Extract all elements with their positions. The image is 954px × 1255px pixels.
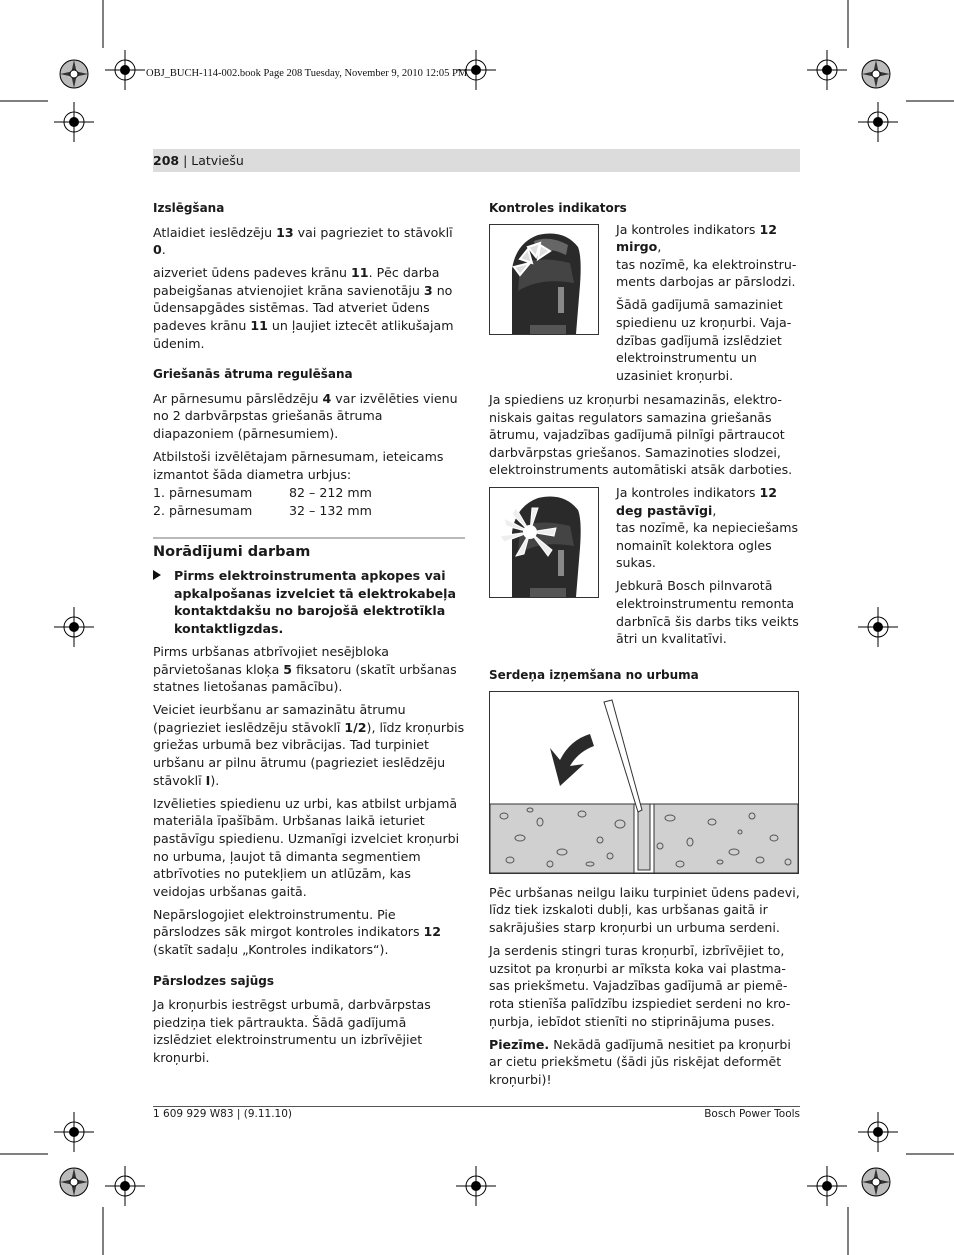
work-p4: Nepārslogojiet elektroinstrumentu. Pie pārslodzes sāk mirgot kontroles indikators 12 (skatīt sadaļu „Kontroles indikators“). xyxy=(153,906,442,957)
ind2-p1: Ja kontroles indikators 12 deg pastāvīgi, xyxy=(616,484,777,518)
note xyxy=(489,1036,800,1089)
header-separator: | xyxy=(179,153,192,168)
indicator-steady-illustration xyxy=(489,487,599,598)
section-indicator-title: Kontroles indikators xyxy=(489,201,627,215)
core-removal-illustration xyxy=(489,691,799,874)
core-removal-diagram-icon xyxy=(490,692,798,873)
footer-right: Bosch Power Tools xyxy=(704,1108,800,1120)
section-work-title: Norādījumi darbam xyxy=(153,543,311,560)
ind2-p3: Jebkurā Bosch pilnvarotā elektroinstrumentu remonta darbnīcā šis darbs tiks veikts ātri un kvalitatīvi. xyxy=(616,578,799,647)
indicator-block-2-text xyxy=(599,484,800,653)
speed-p2: Atbilstoši izvēlētajam pārnesumam, ieteicams izmantot šāda diametra urbjus: xyxy=(153,449,444,482)
work-p1: Pirms urbšanas atbrīvojiet nesējbloka pārvietošanas kloķa 5 fiksatoru (skatīt urbšanas statnes lietošanas pamācību). xyxy=(153,643,457,695)
header-language: Latviešu xyxy=(191,153,244,168)
tool-indicator-blink-icon xyxy=(490,225,598,334)
core-p1: Pēc urbšanas neilgu laiku turpiniet ūdens padevi, līdz tiek izskaloti dubļi, kas urbšanas gaitā ir sakrājušies starp kroņurbi un urbuma serdeni. xyxy=(489,884,800,936)
gear-table xyxy=(153,484,372,519)
clutch-p1: Ja kroņurbis iestrēgst urbumā, darbvārpstas piedziņa tiek pārtraukta. Šādā gadījumā izslēdziet elektroinstrumentu un izbrīvējiet kroņurbi. xyxy=(153,997,431,1065)
ind1-p1: Ja kontroles indikators 12 mirgo, xyxy=(616,221,777,255)
section-divider xyxy=(153,537,465,539)
note-label: Piezīme. xyxy=(489,1036,550,1052)
work-p2: Veiciet ieurbšanu ar samazinātu ātrumu (pagrieziet ieslēdzēju stāvoklī 1/2), līdz kroņurbis griežas urbumā bez vibrācijas. Tad turpiniet urbšanu ar pilnu ātrumu (pagrieziet ieslēdzēju stāvoklī I). xyxy=(153,702,465,788)
section-speed-title: Griešanās ātruma regulēšana xyxy=(153,367,353,382)
tool-indicator-steady-icon xyxy=(490,488,598,597)
table-row: 1. pārnesumam 82 – 212 mm xyxy=(153,485,372,501)
section-core-title: Serdeņa izņemšana no urbuma xyxy=(489,668,699,683)
izslegsana-p2: aizveriet ūdens padeves krānu 11. Pēc darba pabeigšanas atvienojiet krāna savienotāju 3 no ūdensapgādes sistēmas. Tad atveriet ūdens padeves krānu 11 un ļaujiet iztecēt atlikušajam ūdenim. xyxy=(153,265,454,351)
ind1-p3: Šādā gadījumā samaziniet spiedienu uz kroņurbi. Vajadzības gadījumā izslēdziet elektroinstrumentu un uzasiniet kroņurbi. xyxy=(616,297,792,383)
indicator-block-1 xyxy=(489,221,800,390)
table-row: 2. pārnesumam 32 – 132 mm xyxy=(153,502,372,518)
ind2-p2: tas nozīmē, ka nepieciešams nomainīt kolektora ogles sukas. xyxy=(616,520,799,571)
page-number: 208 xyxy=(153,153,180,168)
note-text: Nekādā gadījumā nesitiet pa kroņurbi ar cietu priekšmetu (šādi jūs riskējat deformēt kroņurbi)! xyxy=(489,1036,791,1087)
ind-p-full: Ja spiediens uz kroņurbi nesamazinās, elektroniskais gaitas regulators samazina griešanās ātrumu, vajadzības gadījumā pilnīgi pārtraucot darbvārpstas griešanos. Samazinoties slodzei, elektroinstruments automātiski atsāk darboties. xyxy=(489,391,793,478)
page-header xyxy=(153,149,800,172)
ind1-p2: tas nozīmē, ka elektroinstruments darbojas ar pārslodzi. xyxy=(616,256,797,290)
work-p3: Izvēlieties spiedienu uz urbi, kas atbilst urbjamā materiāla īpašībām. Urbšanas laikā ieturiet pastāvīgu spiedienu. Uzmanīgi izvelciet kroņurbi no urbuma, ļaujot tā dimanta segmentiem atbrīvoties no putekļiem un atlūzām, kas veidojas urbšanas gaitā. xyxy=(153,795,460,899)
izslegsana-p1: Atlaidiet ieslēdzēju 13 vai pagrieziet to stāvoklī 0. xyxy=(153,224,453,258)
footer-left: 1 609 929 W83 | (9.11.10) xyxy=(153,1108,293,1120)
section-izslegsana-title: Izslēgšana xyxy=(153,201,225,215)
bullet-triangle-icon xyxy=(153,570,161,580)
core-p2: Ja serdenis stingri turas kroņurbī, izbrīvējiet to, uzsitot pa kroņurbi ar mīksta koka vai plastmasas priekšmetu. Vajadzības gadījumā ar piemērota stienīša palīdzību izspiediet serdeni no kroņurbja, iebīdot stienīti no stiprinājuma puses. xyxy=(489,943,791,1029)
indicator-block-1-text xyxy=(599,221,800,390)
section-clutch-title: Pārslodzes sajūgs xyxy=(153,973,274,988)
indicator-blinking-illustration xyxy=(489,224,599,335)
right-column xyxy=(489,200,800,1094)
speed-p1: Ar pārnesumu pārslēdzēju 4 var izvēlēties vienu no 2 darbvārpstas griešanās ātruma diapazoniem (pārnesumiem). xyxy=(153,390,458,442)
indicator-block-2 xyxy=(489,484,800,653)
warning-item: Pirms elektroinstrumenta apkopes vai apkalpošanas izvelciet tā elektrokabeļa kontaktdakšu no barojošā elektrotīkla kontaktligzdas. xyxy=(153,567,465,637)
footer-rule xyxy=(153,1106,800,1107)
left-column xyxy=(153,200,465,1072)
book-info-line: OBJ_BUCH-114-002.book Page 208 Tuesday, November 9, 2010 12:05 PM xyxy=(146,68,468,79)
